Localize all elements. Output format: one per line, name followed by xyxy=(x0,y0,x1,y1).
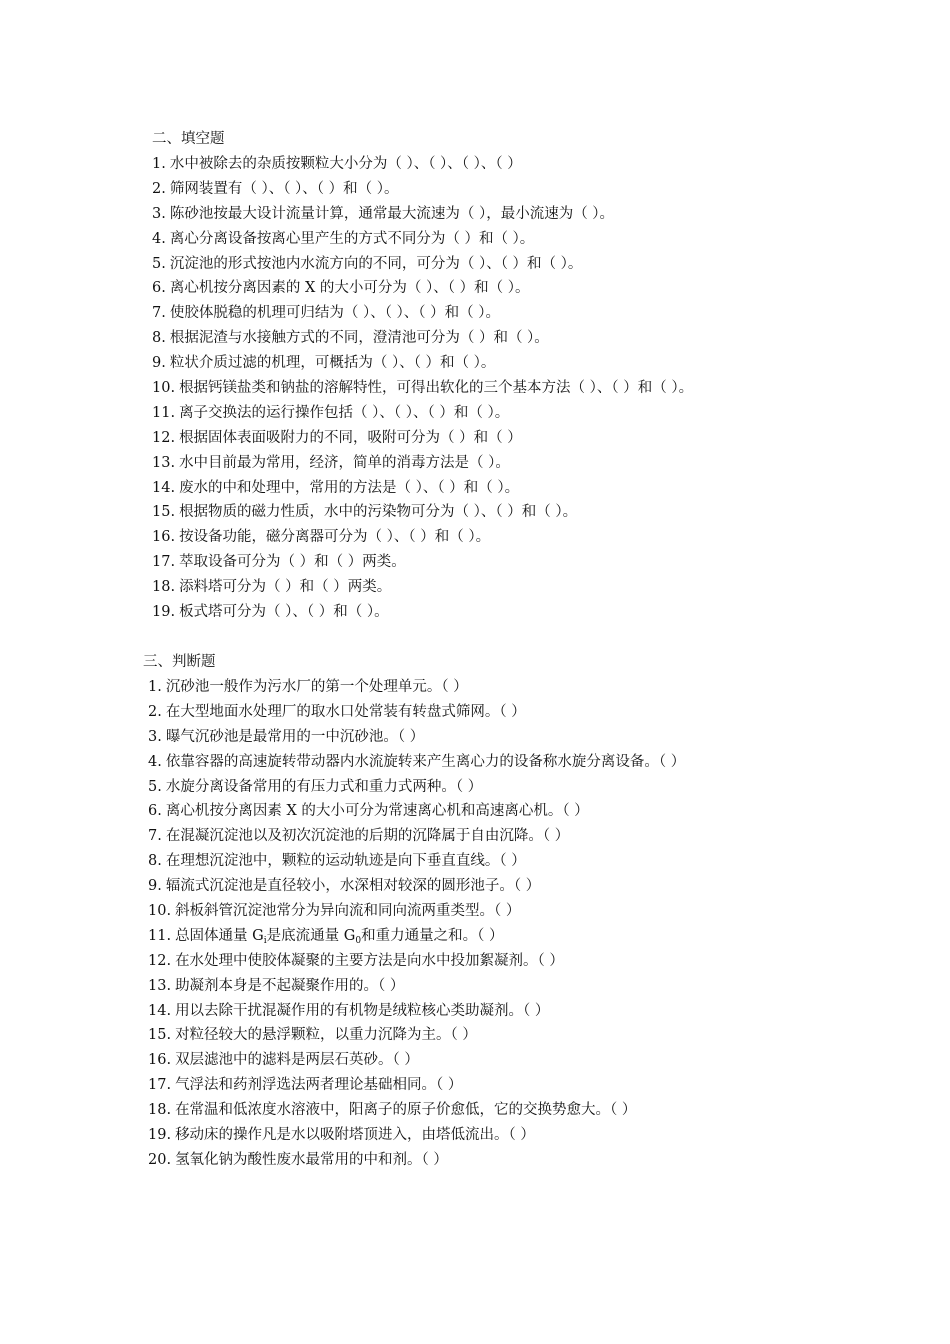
question-item xyxy=(0,326,950,351)
question-item xyxy=(0,177,950,202)
question-item xyxy=(0,949,950,974)
question-number: 13. xyxy=(152,454,176,471)
question-item xyxy=(0,476,950,501)
question-number: 6. xyxy=(152,280,166,297)
question-item xyxy=(0,600,950,625)
question-text: 对粒径较大的悬浮颗粒，以重力沉降为主。（ ） xyxy=(175,1027,477,1044)
question-text: 辐流式沉淀池是直径较小，水深相对较深的圆形池子。（ ） xyxy=(165,878,541,895)
question-text: 陈砂池按最大设计流量计算，通常最大流速为（ ），最小流速为（ ）。 xyxy=(169,205,615,222)
question-number: 4. xyxy=(148,753,162,770)
question-number: 9. xyxy=(152,355,166,372)
question-number: 1. xyxy=(148,679,162,695)
question-item xyxy=(0,924,950,949)
question-item xyxy=(0,999,950,1024)
question-number: 5. xyxy=(152,255,166,272)
question-number: 18. xyxy=(152,579,176,596)
question-number: 8. xyxy=(148,853,162,870)
section-heading: 三、判断题 xyxy=(143,654,216,670)
question-text: 在混凝沉淀池以及初次沉淀池的后期的沉降属于自由沉降。（ ） xyxy=(165,828,570,845)
question-text: 曝气沉砂池是最常用的一中沉砂池。（ ） xyxy=(165,728,425,745)
question-number: 5. xyxy=(148,778,162,795)
question-number: 20. xyxy=(148,1151,172,1168)
question-item xyxy=(0,575,950,600)
true-false-section xyxy=(0,650,950,1173)
question-text: 根据物质的磁力性质，水中的污染物可分为（ ）、（ ）和（ ）。 xyxy=(179,504,578,521)
question-item xyxy=(0,525,950,550)
question-number: 4. xyxy=(152,230,166,247)
question-item xyxy=(0,899,950,924)
question-text: 根据泥渣与水接触方式的不同，澄清池可分为（ ）和（ ）。 xyxy=(169,330,549,347)
question-number: 1. xyxy=(152,156,166,172)
question-text: 使胶体脱稳的机理可归结为（ ）、（ ）、（ ）和（ ）。 xyxy=(169,305,501,322)
fill-blank-section xyxy=(0,127,950,625)
question-text: 沉淀池的形式按池内水流方向的不同，可分为（ ）、（ ）和（ ）。 xyxy=(169,255,583,272)
question-number: 10. xyxy=(152,380,176,397)
question-number: 15. xyxy=(148,1027,172,1044)
question-item xyxy=(0,351,950,376)
question-text: 水旋分离设备常用的有压力式和重力式两种。（ ） xyxy=(165,778,483,795)
question-item xyxy=(0,824,950,849)
question-item xyxy=(0,1148,950,1173)
question-text: 离心分离设备按离心里产生的方式不同分为（ ）和（ ）。 xyxy=(169,230,535,247)
question-number: 2. xyxy=(152,180,166,197)
question-text: 萃取设备可分为（ ）和（ ）两类。 xyxy=(179,554,406,571)
question-item xyxy=(0,1023,950,1048)
question-item xyxy=(0,775,950,800)
subscript: i xyxy=(263,935,267,946)
question-number: 11. xyxy=(152,404,176,421)
question-text: 水中目前最为常用，经济，简单的消毒方法是（ ）。 xyxy=(179,454,510,471)
question-item xyxy=(0,725,950,750)
question-item xyxy=(0,376,950,401)
question-item xyxy=(0,1048,950,1073)
question-text: 斜板斜管沉淀池常分为异向流和同向流两重类型。（ ） xyxy=(175,903,521,920)
question-number: 17. xyxy=(148,1077,172,1094)
question-item xyxy=(0,401,950,426)
subscript: 0 xyxy=(355,935,362,946)
question-number: 12. xyxy=(148,952,172,969)
question-number: 10. xyxy=(148,903,172,920)
question-text: 在水处理中使胶体凝聚的主要方法是向水中投加絮凝剂。（ ） xyxy=(175,952,564,969)
question-text: 助凝剂本身是不起凝聚作用的。（ ） xyxy=(175,977,405,994)
question-text-part: 是底流通量 G xyxy=(266,927,356,944)
question-number: 7. xyxy=(148,828,162,845)
question-number: 11. xyxy=(148,927,172,944)
question-number: 9. xyxy=(148,878,162,895)
question-item xyxy=(0,500,950,525)
question-number: 17. xyxy=(152,554,176,571)
question-text: 氢氧化钠为酸性废水最常用的中和剂。（ ） xyxy=(175,1151,448,1168)
question-text: 离心机按分离因素 X 的大小可分为常速离心机和高速离心机。（ ） xyxy=(165,803,589,820)
question-item xyxy=(0,252,950,277)
question-item xyxy=(0,227,950,252)
question-item xyxy=(0,152,950,177)
question-text: 废水的中和处理中，常用的方法是（ ）、（ ）和（ ）。 xyxy=(179,479,520,496)
question-text: 按设备功能，磁分离器可分为（ ）、（ ）和（ ）。 xyxy=(179,529,491,546)
question-text: 离子交换法的运行操作包括（ ）、（ ）、（ ）和（ ）。 xyxy=(179,404,510,421)
question-item xyxy=(0,1123,950,1148)
question-number: 15. xyxy=(152,504,176,521)
question-number: 6. xyxy=(148,803,162,820)
question-item xyxy=(0,849,950,874)
question-text-part: 总固体通量 G xyxy=(175,927,264,944)
question-text: 在常温和低浓度水溶液中，阳离子的原子价愈低，它的交换势愈大。（ ） xyxy=(175,1102,637,1119)
question-item xyxy=(0,750,950,775)
question-text: 双层滤池中的滤料是两层石英砂。（ ） xyxy=(175,1052,419,1069)
question-text: 在理想沉淀池中，颗粒的运动轨迹是向下垂直直线。（ ） xyxy=(165,853,526,870)
question-list xyxy=(0,675,950,1173)
question-text: 离心机按分离因素的 X 的大小可分为（ ）、（ ）和（ ）。 xyxy=(169,280,530,297)
question-item xyxy=(0,202,950,227)
question-text: 粒状介质过滤的机理，可概括为（ ）、（ ）和（ ）。 xyxy=(169,355,496,372)
question-item xyxy=(0,550,950,575)
question-text: 水中被除去的杂质按颗粒大小分为（ ）、（ ）、（ ）、（ ） xyxy=(169,156,522,172)
question-number: 14. xyxy=(152,479,176,496)
question-text: 添料塔可分为（ ）和（ ）两类。 xyxy=(179,579,392,596)
question-number: 18. xyxy=(148,1102,172,1119)
question-item xyxy=(0,700,950,725)
question-item xyxy=(0,1098,950,1123)
question-number: 16. xyxy=(148,1052,172,1069)
question-number: 14. xyxy=(148,1002,172,1019)
question-text: 板式塔可分为（ ）、（ ）和（ ）。 xyxy=(179,604,389,621)
question-item xyxy=(0,1073,950,1098)
question-text xyxy=(171,924,503,949)
question-text-part: 和重力通量之和。（ ） xyxy=(361,927,504,944)
question-item xyxy=(0,301,950,326)
question-item xyxy=(0,451,950,476)
question-text: 用以去除干扰混凝作用的有机物是绒粒核心类助凝剂。（ ） xyxy=(175,1002,550,1019)
question-text: 根据钙镁盐类和钠盐的溶解特性，可得出软化的三个基本方法（ ）、（ ）和（ ）。 xyxy=(179,380,694,397)
question-number: 2. xyxy=(148,703,162,720)
question-number: 19. xyxy=(152,604,176,621)
question-number: 13. xyxy=(148,977,172,994)
question-item xyxy=(0,874,950,899)
question-item xyxy=(0,276,950,301)
question-text: 在大型地面水处理厂的取水口处常装有转盘式筛网。（ ） xyxy=(165,703,526,720)
question-number: 3. xyxy=(148,728,162,745)
question-item xyxy=(0,675,950,700)
section-heading: 二、填空题 xyxy=(152,131,225,147)
question-text: 根据固体表面吸附力的不同，吸附可分为（ ）和（ ） xyxy=(179,429,522,446)
question-item xyxy=(0,974,950,999)
question-number: 3. xyxy=(152,205,166,222)
question-text: 移动床的操作凡是水以吸附塔顶进入，由塔低流出。（ ） xyxy=(175,1127,535,1144)
question-number: 16. xyxy=(152,529,176,546)
question-item xyxy=(0,426,950,451)
question-number: 8. xyxy=(152,330,166,347)
question-item xyxy=(0,799,950,824)
question-number: 19. xyxy=(148,1127,172,1144)
question-list xyxy=(0,152,950,625)
question-number: 7. xyxy=(152,305,166,322)
question-text: 气浮法和药剂浮选法两者理论基础相同。（ ） xyxy=(175,1077,463,1094)
question-text: 筛网装置有（ ）、（ ）、（ ）和（ ）。 xyxy=(169,180,399,197)
question-number: 12. xyxy=(152,429,176,446)
question-text: 沉砂池一般作为污水厂的第一个处理单元。（ ） xyxy=(165,679,468,695)
question-text: 依靠容器的高速旋转带动器内水流旋转来产生离心力的设备称水旋分离设备。（ ） xyxy=(165,753,686,770)
